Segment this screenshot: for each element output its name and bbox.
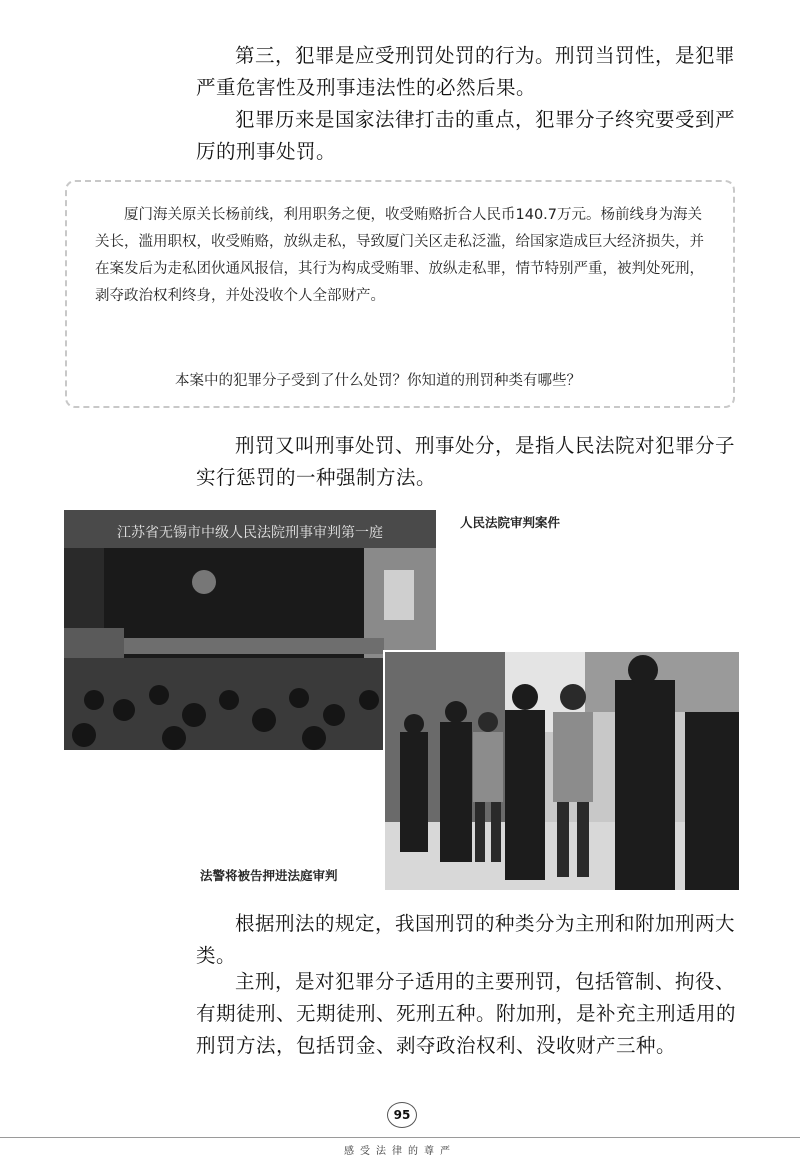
footer-divider: [0, 1137, 800, 1138]
paragraph-principal-accessory: 主刑，是对犯罪分子适用的主要刑罚，包括管制、拘役、有期徒刑、无期徒刑、死刑五种。附加刑，是补充主刑适用的刑罚方法，包括罚金、剥夺政治权利、没收财产三种。: [196, 970, 737, 1057]
courtroom-photo: [64, 510, 436, 750]
case-study-box: [65, 180, 735, 408]
paragraph-strict-punishment: 犯罪历来是国家法律打击的重点，犯罪分子终究要受到严厉的刑事处罚。: [196, 108, 736, 163]
paragraph-punishability: 第三，犯罪是应受刑罚处罚的行为。刑罚当罚性，是犯罪严重危害性及刑事违法性的必然后果。: [196, 44, 736, 99]
escort-photo: [383, 650, 741, 892]
page-number: 95: [387, 1102, 417, 1128]
paragraph-penalty-types: 根据刑法的规定，我国刑罚的种类分为主刑和附加刑两大类。: [196, 912, 736, 967]
case-study-question: 本案中的犯罪分子受到了什么处罚？你知道的刑罚种类有哪些？: [175, 373, 581, 389]
court-banner-text: 江苏省无锡市中级人民法院刑事审判第一庭: [117, 525, 383, 541]
paragraph-penalty-definition: 刑罚又叫刑事处罚、刑事处分，是指人民法院对犯罪分子实行惩罚的一种强制方法。: [196, 434, 736, 489]
caption-escort: 法警将被告押进法庭审判: [200, 868, 338, 883]
caption-court-trial: 人民法院审判案件: [460, 515, 561, 530]
case-study-text: 厦门海关原关长杨前线，利用职务之便，收受贿赂折合人民币140.7万元。杨前线身为海关关长，滥用职权，收受贿赂，放纵走私，导致厦门关区走私泛滥，给国家造成巨大经济损失，并在案发后为走私团伙通风报信，其行为构成受贿罪、放纵走私罪，情节特别严重，被判处死刑，剥夺政治权利终身，并处没收个人全部财产。: [95, 207, 704, 304]
footer-book-title: 感受法律的尊严: [344, 1146, 456, 1157]
